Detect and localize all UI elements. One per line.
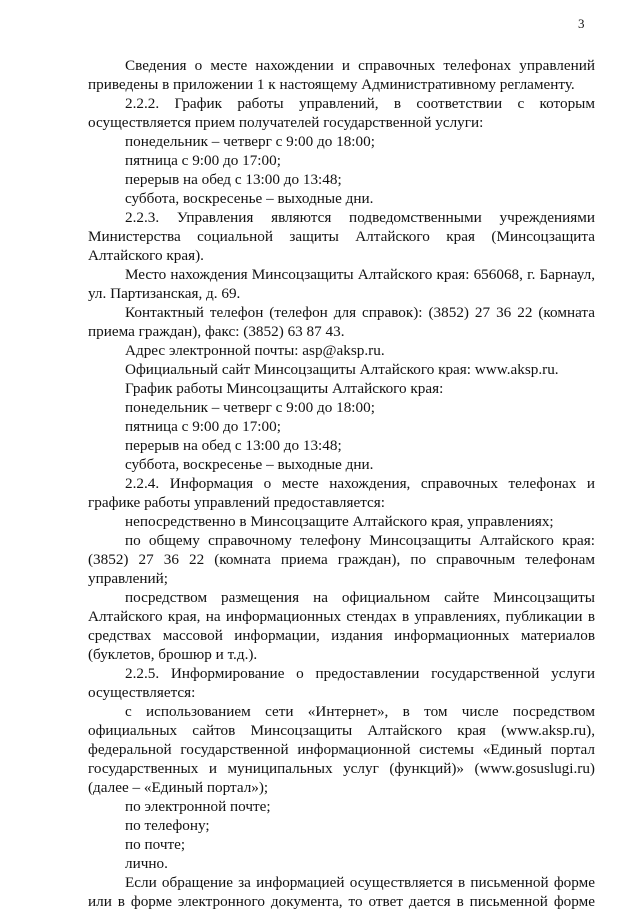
paragraph: Сведения о месте нахождении и справочных телефонах управлений приведены в приложении 1 к настоящему Административному регламенту. bbox=[88, 57, 595, 93]
paragraph: Контактный телефон (телефон для справок): (3852) 27 36 22 (комната приема граждан), факс: (3852) 63 87 43. bbox=[88, 304, 595, 340]
paragraph: Место нахождения Минсоцзащиты Алтайского края: 656068, г. Барнаул, ул. Партизанская, д. 69. bbox=[88, 266, 595, 302]
paragraph: перерыв на обед с 13:00 до 13:48; bbox=[125, 171, 342, 188]
paragraph: суббота, воскресенье – выходные дни. bbox=[125, 456, 374, 473]
page-number: 3 bbox=[578, 16, 585, 31]
paragraph: перерыв на обед с 13:00 до 13:48; bbox=[125, 437, 342, 454]
paragraph: понедельник – четверг с 9:00 до 18:00; bbox=[125, 133, 375, 150]
paragraph: 2.2.5. Информирование о предоставлении государственной услуги осуществляется: bbox=[88, 665, 595, 701]
paragraph: Официальный сайт Минсоцзащиты Алтайского края: www.aksp.ru. bbox=[125, 361, 559, 378]
paragraph: по общему справочному телефону Минсоцзащиты Алтайского края: (3852) 27 36 22 (комната приема граждан), по справочным телефонам управлений; bbox=[88, 532, 595, 587]
paragraph: суббота, воскресенье – выходные дни. bbox=[125, 190, 374, 207]
paragraph: 2.2.4. Информация о месте нахождения, справочных телефонах и графике работы управлений предоставляется: bbox=[88, 475, 595, 511]
paragraph: пятница с 9:00 до 17:00; bbox=[125, 418, 281, 435]
paragraph: График работы Минсоцзащиты Алтайского края: bbox=[125, 380, 444, 397]
paragraph: по электронной почте; bbox=[125, 798, 271, 815]
paragraph: по почте; bbox=[125, 836, 186, 853]
paragraph: лично. bbox=[125, 855, 168, 872]
paragraph: посредством размещения на официальном сайте Минсоцзащиты Алтайского края, на информационных стендах в управлениях, публикации в средствах массовой информации, издания информационных материалов (буклетов, брошюр и т.д.). bbox=[88, 589, 595, 663]
paragraph: с использованием сети «Интернет», в том числе посредством официальных сайтов Минсоцзащиты Алтайского края (www.aksp.ru), федеральной государственной информационной системы «Единый портал государственных и муниципальных услуг (функций)» (www.gosuslugi.ru) (далее – «Единый портал»); bbox=[88, 703, 595, 796]
paragraph: понедельник – четверг с 9:00 до 18:00; bbox=[125, 399, 375, 416]
body-text bbox=[88, 56, 595, 911]
paragraph: Если обращение за информацией осуществляется в письменной форме или в форме электронного документа, то ответ дается в письменной форме bbox=[88, 874, 595, 910]
paragraph: 2.2.3. Управления являются подведомственными учреждениями Министерства социальной защиты Алтайского края (Минсоцзащита Алтайского края). bbox=[88, 209, 595, 264]
paragraph: по телефону; bbox=[125, 817, 210, 834]
paragraph: Адрес электронной почты: asp@aksp.ru. bbox=[125, 342, 385, 359]
paragraph: 2.2.2. График работы управлений, в соответствии с которым осуществляется прием получателей государственной услуги: bbox=[88, 95, 595, 131]
paragraph: непосредственно в Минсоцзащите Алтайского края, управлениях; bbox=[125, 513, 554, 530]
paragraph: пятница с 9:00 до 17:00; bbox=[125, 152, 281, 169]
